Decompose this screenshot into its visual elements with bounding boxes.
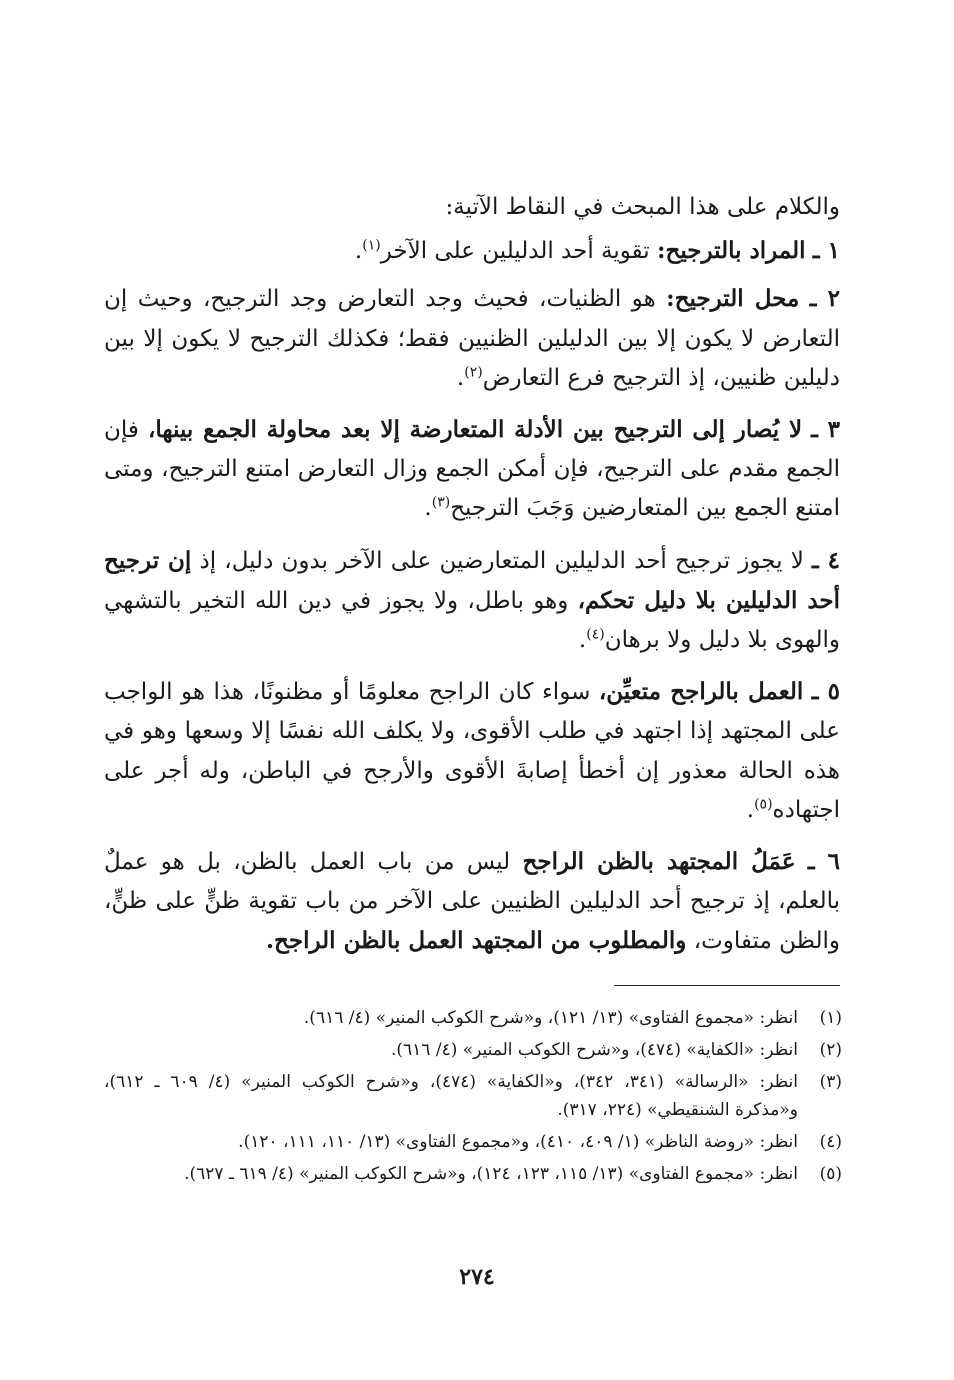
point-body: تقوية أحد الدليلين على الآخر [380, 238, 650, 265]
intro-paragraph: والكلام على هذا المبحث في النقاط الآتية: [445, 194, 840, 220]
footnote-number: (٤) [819, 1132, 842, 1152]
footnote-4 [104, 1128, 842, 1156]
point-body: هو الظنيات، فحيث وجد التعارض وجد الترجيح، وحيث إن التعارض لا يكون إلا بين الدليلين الظنيين فقط؛ فكذلك الترجيح لا يكون إلا بين دليلين ظنيين، إذ الترجيح فرع التعارض [104, 286, 840, 391]
point-2 [104, 279, 840, 398]
point-end: . [456, 364, 465, 391]
footnote-text: انظر: «روضة الناظر» (١/ ٤٠٩، ٤١٠)، و«مجموع الفتاوى» (١٣/ ١١٠، ١١١، ١٢٠). [238, 1132, 798, 1152]
footnote-2 [104, 1036, 842, 1064]
point-body: ليس من باب العمل بالظن، بل هو عملٌ بالعلم، إذ ترجيح أحد الدليلين الظنيين على الآخر من باب تقوية ظنٍّ على ظنٍّ، والظن متفاوت، [104, 849, 840, 955]
footnotes [104, 1004, 842, 1192]
footnote-ref: (١) [362, 237, 381, 254]
point-end: . [578, 627, 587, 654]
point-3 [104, 410, 840, 529]
point-heading: المراد بالترجيح: [657, 237, 806, 265]
footnote-number: (٥) [819, 1164, 842, 1184]
point-end: . [746, 796, 755, 823]
footnote-number: (١) [819, 1008, 842, 1028]
footnote-5 [104, 1160, 842, 1188]
point-body: فإن الجمع مقدم على الترجيح، فإن أمكن الجمع وزال التعارض امتنع الترجيح، ومتى امتنع الجمع بين المتعارضين وَجَبَ الترجيح [104, 417, 840, 522]
footnote-1 [104, 1004, 842, 1032]
point-end: . [424, 495, 432, 522]
footnote-ref: (٢) [464, 364, 483, 381]
main-text [104, 188, 840, 974]
footnote-ref: (٣) [431, 494, 451, 511]
point-heading: عَمَلُ المجتهد بالظن الراجح [522, 848, 796, 876]
point-5 [104, 672, 840, 830]
point-number: ٢ ـ [809, 285, 840, 313]
point-end: . [354, 238, 363, 265]
footnote-ref: (٥) [754, 796, 773, 813]
footnote-text: انظر: «الكفاية» (٤٧٤)، و«شرح الكوكب المنير» (٤/ ٦١٦). [390, 1040, 798, 1060]
point-4 [104, 541, 840, 661]
footnote-text: انظر: «مجموع الفتاوى» (١٣/ ١١٥، ١٢٣، ١٢٤)، و«شرح الكوكب المنير» (٤/ ٦١٩ ـ ٦٢٧). [184, 1164, 798, 1184]
point-heading: محل الترجيح: [666, 285, 800, 313]
footnote-text: انظر: «الرسالة» (٣٤١، ٣٤٢)، و«الكفاية» (٤٧٤)، و«شرح الكوكب المنير» (٤/ ٦٠٩ ـ ٦١٢)، و«مذكرة الشنقيطي» (٢٢٤، ٣١٧). [104, 1072, 798, 1120]
point-number: ١ ـ [812, 237, 840, 265]
point-conclusion: والمطلوب من المجتهد العمل بالظن الراجح [274, 927, 687, 955]
point-number: ٦ ـ [807, 848, 841, 876]
point-6 [104, 842, 840, 962]
point-intro: لا يجوز ترجيح أحد الدليلين المتعارضين على الآخر بدون دليل، إذ [199, 547, 804, 574]
footnote-ref: (٤) [586, 626, 605, 643]
point-number: ٥ ـ [811, 678, 841, 706]
point-number: ٣ ـ [811, 416, 841, 444]
footnote-number: (٣) [819, 1072, 842, 1092]
point-heading: إن ترجيح أحد الدليلين بلا دليل تحكم، [104, 546, 841, 614]
footnote-text: انظر: «مجموع الفتاوى» (١٣/ ١٢١)، و«شرح الكوكب المنير» (٤/ ٦١٦). [303, 1008, 798, 1028]
point-1 [104, 231, 840, 271]
footnote-separator [614, 985, 840, 986]
footnote-3 [104, 1068, 842, 1124]
point-heading: العمل بالراجح متعيِّن، [598, 678, 804, 706]
point-heading: لا يُصار إلى الترجيح بين الأدلة المتعارضة إلا بعد محاولة الجمع بينها، [147, 416, 803, 444]
point-end: . [266, 927, 275, 955]
point-body: سواء كان الراجح معلومًا أو مظنونًا، هذا هو الواجب على المجتهد إذا اجتهد في طلب الأقوى، ولا يكلف الله نفسًا إلا وسعها وهو في هذه الحالة معذور إن أخطأ إصابةَ الأقوى والأرجح في الباطن، وله أجر على اجتهاده [104, 679, 840, 823]
page-number: ٢٧٤ [459, 1264, 495, 1290]
point-body: وهو باطل، ولا يجوز في دين الله التخير بالتشهي والهوى بلا دليل ولا برهان [104, 587, 840, 654]
footnote-number: (٢) [819, 1040, 842, 1060]
point-number: ٤ ـ [812, 546, 840, 574]
